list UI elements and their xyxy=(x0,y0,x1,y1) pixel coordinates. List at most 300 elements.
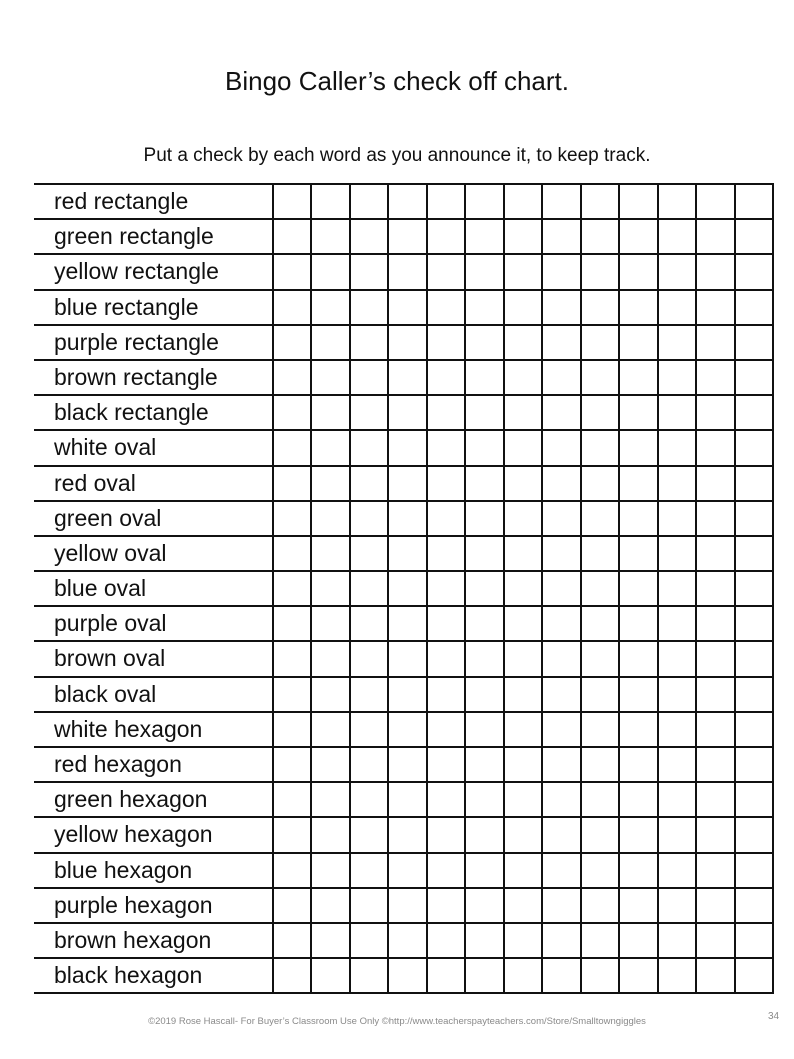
check-box-cell[interactable] xyxy=(349,220,387,253)
check-box-cell[interactable] xyxy=(541,220,579,253)
check-box-cell[interactable] xyxy=(310,713,348,746)
check-box-cell[interactable] xyxy=(464,748,502,781)
check-box-cell[interactable] xyxy=(580,959,618,992)
check-box-cell[interactable] xyxy=(387,326,425,359)
check-box-cell[interactable] xyxy=(464,537,502,570)
check-box-cell[interactable] xyxy=(310,467,348,500)
check-box-cell[interactable] xyxy=(618,959,656,992)
check-box-cell[interactable] xyxy=(310,959,348,992)
check-box-cell[interactable] xyxy=(580,889,618,922)
check-box-cell[interactable] xyxy=(387,361,425,394)
check-box-cell[interactable] xyxy=(272,220,310,253)
check-box-cell[interactable] xyxy=(503,361,541,394)
check-box-cell[interactable] xyxy=(503,326,541,359)
check-box-cell[interactable] xyxy=(618,502,656,535)
check-box-cell[interactable] xyxy=(657,642,695,675)
check-box-cell[interactable] xyxy=(541,326,579,359)
check-box-cell[interactable] xyxy=(272,924,310,957)
check-box-cell[interactable] xyxy=(541,537,579,570)
check-box-cell[interactable] xyxy=(464,854,502,887)
check-box-cell[interactable] xyxy=(580,185,618,218)
check-box-cell[interactable] xyxy=(272,678,310,711)
check-box-cell[interactable] xyxy=(618,396,656,429)
check-box-cell[interactable] xyxy=(695,467,733,500)
check-box-cell[interactable] xyxy=(618,572,656,605)
check-box-cell[interactable] xyxy=(695,361,733,394)
check-box-cell[interactable] xyxy=(349,467,387,500)
check-box-cell[interactable] xyxy=(618,713,656,746)
check-box-cell[interactable] xyxy=(349,607,387,640)
check-box-cell[interactable] xyxy=(426,678,464,711)
check-box-cell[interactable] xyxy=(272,854,310,887)
check-box-cell[interactable] xyxy=(426,818,464,851)
check-box-cell[interactable] xyxy=(503,396,541,429)
check-box-cell[interactable] xyxy=(387,396,425,429)
check-box-cell[interactable] xyxy=(387,431,425,464)
check-box-cell[interactable] xyxy=(580,361,618,394)
check-box-cell[interactable] xyxy=(387,185,425,218)
check-box-cell[interactable] xyxy=(580,326,618,359)
check-box-cell[interactable] xyxy=(426,255,464,288)
check-box-cell[interactable] xyxy=(734,326,774,359)
check-box-cell[interactable] xyxy=(541,255,579,288)
check-box-cell[interactable] xyxy=(464,255,502,288)
check-box-cell[interactable] xyxy=(387,854,425,887)
check-box-cell[interactable] xyxy=(541,818,579,851)
check-box-cell[interactable] xyxy=(426,431,464,464)
check-box-cell[interactable] xyxy=(349,502,387,535)
check-box-cell[interactable] xyxy=(310,678,348,711)
check-box-cell[interactable] xyxy=(464,889,502,922)
check-box-cell[interactable] xyxy=(734,255,774,288)
check-box-cell[interactable] xyxy=(426,502,464,535)
check-box-cell[interactable] xyxy=(387,537,425,570)
check-box-cell[interactable] xyxy=(387,642,425,675)
check-box-cell[interactable] xyxy=(695,255,733,288)
check-box-cell[interactable] xyxy=(734,361,774,394)
check-box-cell[interactable] xyxy=(580,467,618,500)
check-box-cell[interactable] xyxy=(695,854,733,887)
check-box-cell[interactable] xyxy=(349,748,387,781)
check-box-cell[interactable] xyxy=(695,326,733,359)
check-box-cell[interactable] xyxy=(387,818,425,851)
check-box-cell[interactable] xyxy=(310,854,348,887)
check-box-cell[interactable] xyxy=(426,854,464,887)
check-box-cell[interactable] xyxy=(541,678,579,711)
check-box-cell[interactable] xyxy=(272,326,310,359)
check-box-cell[interactable] xyxy=(618,924,656,957)
check-box-cell[interactable] xyxy=(695,678,733,711)
check-box-cell[interactable] xyxy=(272,396,310,429)
check-box-cell[interactable] xyxy=(657,361,695,394)
check-box-cell[interactable] xyxy=(464,467,502,500)
check-box-cell[interactable] xyxy=(734,889,774,922)
check-box-cell[interactable] xyxy=(272,713,310,746)
check-box-cell[interactable] xyxy=(310,572,348,605)
check-box-cell[interactable] xyxy=(349,854,387,887)
check-box-cell[interactable] xyxy=(464,783,502,816)
check-box-cell[interactable] xyxy=(503,291,541,324)
check-box-cell[interactable] xyxy=(272,783,310,816)
check-box-cell[interactable] xyxy=(734,854,774,887)
check-box-cell[interactable] xyxy=(657,854,695,887)
check-box-cell[interactable] xyxy=(426,889,464,922)
check-box-cell[interactable] xyxy=(387,678,425,711)
check-box-cell[interactable] xyxy=(426,396,464,429)
check-box-cell[interactable] xyxy=(272,255,310,288)
check-box-cell[interactable] xyxy=(349,291,387,324)
check-box-cell[interactable] xyxy=(503,607,541,640)
check-box-cell[interactable] xyxy=(349,396,387,429)
check-box-cell[interactable] xyxy=(272,185,310,218)
check-box-cell[interactable] xyxy=(734,431,774,464)
check-box-cell[interactable] xyxy=(464,396,502,429)
check-box-cell[interactable] xyxy=(541,642,579,675)
check-box-cell[interactable] xyxy=(657,889,695,922)
check-box-cell[interactable] xyxy=(657,572,695,605)
check-box-cell[interactable] xyxy=(657,678,695,711)
check-box-cell[interactable] xyxy=(464,220,502,253)
check-box-cell[interactable] xyxy=(387,713,425,746)
check-box-cell[interactable] xyxy=(695,572,733,605)
check-box-cell[interactable] xyxy=(618,607,656,640)
check-box-cell[interactable] xyxy=(695,783,733,816)
check-box-cell[interactable] xyxy=(426,748,464,781)
check-box-cell[interactable] xyxy=(657,396,695,429)
check-box-cell[interactable] xyxy=(503,642,541,675)
check-box-cell[interactable] xyxy=(618,185,656,218)
check-box-cell[interactable] xyxy=(618,467,656,500)
check-box-cell[interactable] xyxy=(734,783,774,816)
check-box-cell[interactable] xyxy=(272,889,310,922)
check-box-cell[interactable] xyxy=(426,642,464,675)
check-box-cell[interactable] xyxy=(541,959,579,992)
check-box-cell[interactable] xyxy=(349,361,387,394)
check-box-cell[interactable] xyxy=(580,220,618,253)
check-box-cell[interactable] xyxy=(349,255,387,288)
chart-row xyxy=(34,502,774,537)
check-box-cell[interactable] xyxy=(734,396,774,429)
check-box-cell[interactable] xyxy=(541,291,579,324)
check-box-cell[interactable] xyxy=(503,185,541,218)
check-box-cell[interactable] xyxy=(734,220,774,253)
check-box-cell[interactable] xyxy=(657,748,695,781)
check-box-cell[interactable] xyxy=(426,467,464,500)
check-box-cell[interactable] xyxy=(657,537,695,570)
check-box-cell[interactable] xyxy=(618,361,656,394)
check-box-cell[interactable] xyxy=(503,924,541,957)
check-box-cell[interactable] xyxy=(657,818,695,851)
check-box-cell[interactable] xyxy=(310,924,348,957)
check-box-cell[interactable] xyxy=(734,748,774,781)
check-box-cell[interactable] xyxy=(541,361,579,394)
check-box-cell[interactable] xyxy=(541,607,579,640)
check-box-cell[interactable] xyxy=(657,326,695,359)
check-box-cell[interactable] xyxy=(657,220,695,253)
check-box-cell[interactable] xyxy=(426,361,464,394)
check-box-cell[interactable] xyxy=(734,642,774,675)
check-box-cell[interactable] xyxy=(580,924,618,957)
check-box-cell[interactable] xyxy=(541,467,579,500)
check-box-cell[interactable] xyxy=(464,291,502,324)
check-box-cell[interactable] xyxy=(695,537,733,570)
check-box-cell[interactable] xyxy=(349,431,387,464)
check-box-cell[interactable] xyxy=(349,572,387,605)
check-box-cell[interactable] xyxy=(426,326,464,359)
check-box-cell[interactable] xyxy=(580,818,618,851)
check-box-cell[interactable] xyxy=(349,959,387,992)
check-box-cell[interactable] xyxy=(541,396,579,429)
check-box-cell[interactable] xyxy=(580,431,618,464)
check-box-cell[interactable] xyxy=(503,713,541,746)
check-box-cell[interactable] xyxy=(580,607,618,640)
check-box-cell[interactable] xyxy=(464,502,502,535)
check-box-cell[interactable] xyxy=(310,291,348,324)
check-box-cell[interactable] xyxy=(464,818,502,851)
check-box-cell[interactable] xyxy=(426,220,464,253)
check-box-cell[interactable] xyxy=(310,396,348,429)
check-box-cell[interactable] xyxy=(349,889,387,922)
check-box-cell[interactable] xyxy=(349,678,387,711)
check-box-cell[interactable] xyxy=(272,959,310,992)
check-box-cell[interactable] xyxy=(464,642,502,675)
check-box-cell[interactable] xyxy=(695,502,733,535)
check-box-cell[interactable] xyxy=(580,783,618,816)
check-box-cell[interactable] xyxy=(695,220,733,253)
check-box-cell[interactable] xyxy=(349,713,387,746)
check-box-cell[interactable] xyxy=(541,924,579,957)
check-box-cell[interactable] xyxy=(657,185,695,218)
check-box-cell[interactable] xyxy=(426,713,464,746)
check-box-cell[interactable] xyxy=(695,713,733,746)
check-box-cell[interactable] xyxy=(503,783,541,816)
check-box-cell[interactable] xyxy=(618,291,656,324)
check-box-cell[interactable] xyxy=(657,467,695,500)
check-box-cell[interactable] xyxy=(695,185,733,218)
check-box-cell[interactable] xyxy=(618,783,656,816)
check-box-cell[interactable] xyxy=(695,959,733,992)
check-box-cell[interactable] xyxy=(387,748,425,781)
check-box-cell[interactable] xyxy=(272,467,310,500)
check-box-cell[interactable] xyxy=(387,959,425,992)
check-box-cell[interactable] xyxy=(734,713,774,746)
check-box-cell[interactable] xyxy=(503,431,541,464)
check-box-cell[interactable] xyxy=(734,537,774,570)
check-box-cell[interactable] xyxy=(657,502,695,535)
check-box-cell[interactable] xyxy=(426,783,464,816)
check-box-cell[interactable] xyxy=(349,185,387,218)
check-box-cell[interactable] xyxy=(349,818,387,851)
check-box-cell[interactable] xyxy=(541,502,579,535)
check-box-cell[interactable] xyxy=(387,220,425,253)
check-box-cell[interactable] xyxy=(618,818,656,851)
check-box-cell[interactable] xyxy=(272,291,310,324)
check-box-cell[interactable] xyxy=(541,783,579,816)
check-box-cell[interactable] xyxy=(580,537,618,570)
check-box-cell[interactable] xyxy=(541,713,579,746)
check-box-cell[interactable] xyxy=(734,678,774,711)
check-box-cell[interactable] xyxy=(349,783,387,816)
check-box-cell[interactable] xyxy=(387,889,425,922)
check-box-cell[interactable] xyxy=(349,642,387,675)
check-box-cell[interactable] xyxy=(272,572,310,605)
check-box-cell[interactable] xyxy=(272,748,310,781)
check-box-cell[interactable] xyxy=(503,467,541,500)
check-box-cell[interactable] xyxy=(695,748,733,781)
check-box-cell[interactable] xyxy=(349,537,387,570)
check-box-cell[interactable] xyxy=(310,889,348,922)
check-box-cell[interactable] xyxy=(618,748,656,781)
check-box-cell[interactable] xyxy=(657,713,695,746)
check-box-cell[interactable] xyxy=(618,431,656,464)
check-box-cell[interactable] xyxy=(580,502,618,535)
check-box-cell[interactable] xyxy=(464,361,502,394)
check-box-cell[interactable] xyxy=(310,607,348,640)
check-box-cell[interactable] xyxy=(310,748,348,781)
check-box-cell[interactable] xyxy=(464,959,502,992)
check-box-cell[interactable] xyxy=(503,572,541,605)
check-box-cell[interactable] xyxy=(657,607,695,640)
check-box-cell[interactable] xyxy=(426,185,464,218)
check-box-cell[interactable] xyxy=(503,854,541,887)
check-box-cell[interactable] xyxy=(464,607,502,640)
check-box-cell[interactable] xyxy=(349,326,387,359)
check-box-cell[interactable] xyxy=(734,818,774,851)
check-box-cell[interactable] xyxy=(503,537,541,570)
check-box-cell[interactable] xyxy=(734,924,774,957)
check-box-cell[interactable] xyxy=(618,537,656,570)
check-box-cell[interactable] xyxy=(310,818,348,851)
check-box-cell[interactable] xyxy=(503,220,541,253)
check-box-cell[interactable] xyxy=(580,713,618,746)
check-box-cell[interactable] xyxy=(695,396,733,429)
check-box-cell[interactable] xyxy=(618,642,656,675)
check-box-cell[interactable] xyxy=(387,783,425,816)
check-box-cell[interactable] xyxy=(272,537,310,570)
check-box-cell[interactable] xyxy=(695,607,733,640)
check-box-cell[interactable] xyxy=(734,467,774,500)
check-box-cell[interactable] xyxy=(387,924,425,957)
check-box-cell[interactable] xyxy=(387,572,425,605)
check-box-cell[interactable] xyxy=(618,220,656,253)
check-box-cell[interactable] xyxy=(618,255,656,288)
check-box-cell[interactable] xyxy=(503,748,541,781)
check-box-cell[interactable] xyxy=(695,924,733,957)
check-box-cell[interactable] xyxy=(580,291,618,324)
check-box-cell[interactable] xyxy=(503,255,541,288)
check-box-cell[interactable] xyxy=(272,502,310,535)
check-box-cell[interactable] xyxy=(310,220,348,253)
check-box-cell[interactable] xyxy=(541,748,579,781)
check-box-cell[interactable] xyxy=(503,502,541,535)
check-box-cell[interactable] xyxy=(349,924,387,957)
check-box-cell[interactable] xyxy=(734,607,774,640)
check-box-cell[interactable] xyxy=(695,431,733,464)
check-box-cell[interactable] xyxy=(310,326,348,359)
check-box-cell[interactable] xyxy=(387,607,425,640)
check-box-cell[interactable] xyxy=(464,185,502,218)
check-box-cell[interactable] xyxy=(580,642,618,675)
check-box-cell[interactable] xyxy=(580,255,618,288)
check-box-cell[interactable] xyxy=(464,924,502,957)
check-box-cell[interactable] xyxy=(734,572,774,605)
check-box-cell[interactable] xyxy=(464,326,502,359)
check-box-cell[interactable] xyxy=(618,889,656,922)
check-box-cell[interactable] xyxy=(580,748,618,781)
check-box-cell[interactable] xyxy=(618,854,656,887)
check-box-cell[interactable] xyxy=(657,291,695,324)
check-box-cell[interactable] xyxy=(272,607,310,640)
check-box-cell[interactable] xyxy=(503,889,541,922)
check-box-cell[interactable] xyxy=(580,396,618,429)
check-box-cell[interactable] xyxy=(618,678,656,711)
check-box-cell[interactable] xyxy=(272,431,310,464)
check-box-cell[interactable] xyxy=(657,783,695,816)
check-box-cell[interactable] xyxy=(464,572,502,605)
check-box-cell[interactable] xyxy=(310,431,348,464)
check-box-cell[interactable] xyxy=(272,818,310,851)
check-box-cell[interactable] xyxy=(426,924,464,957)
check-box-cell[interactable] xyxy=(580,678,618,711)
check-box-cell[interactable] xyxy=(734,959,774,992)
check-box-cell[interactable] xyxy=(310,502,348,535)
check-box-cell[interactable] xyxy=(310,255,348,288)
check-box-cell[interactable] xyxy=(464,678,502,711)
check-box-cell[interactable] xyxy=(426,959,464,992)
check-box-cell[interactable] xyxy=(734,502,774,535)
check-box-cell[interactable] xyxy=(426,537,464,570)
check-box-cell[interactable] xyxy=(503,959,541,992)
check-box-cell[interactable] xyxy=(541,854,579,887)
check-box-cell[interactable] xyxy=(734,185,774,218)
check-box-cell[interactable] xyxy=(387,467,425,500)
check-box-cell[interactable] xyxy=(310,537,348,570)
check-box-cell[interactable] xyxy=(387,291,425,324)
check-box-cell[interactable] xyxy=(387,255,425,288)
check-box-cell[interactable] xyxy=(272,361,310,394)
check-box-cell[interactable] xyxy=(541,572,579,605)
check-box-cell[interactable] xyxy=(695,818,733,851)
check-box-cell[interactable] xyxy=(310,783,348,816)
check-box-cell[interactable] xyxy=(426,291,464,324)
check-box-cell[interactable] xyxy=(503,818,541,851)
check-box-cell[interactable] xyxy=(310,185,348,218)
check-box-cell[interactable] xyxy=(657,255,695,288)
check-box-cell[interactable] xyxy=(272,642,310,675)
check-box-cell[interactable] xyxy=(618,326,656,359)
check-box-cell[interactable] xyxy=(464,431,502,464)
check-box-cell[interactable] xyxy=(657,924,695,957)
check-box-cell[interactable] xyxy=(541,185,579,218)
check-box-cell[interactable] xyxy=(541,889,579,922)
check-box-cell[interactable] xyxy=(310,642,348,675)
check-box-cell[interactable] xyxy=(541,431,579,464)
check-box-cell[interactable] xyxy=(580,572,618,605)
check-box-cell[interactable] xyxy=(387,502,425,535)
check-box-cell[interactable] xyxy=(426,572,464,605)
check-box-cell[interactable] xyxy=(464,713,502,746)
check-box-cell[interactable] xyxy=(503,678,541,711)
check-box-cell[interactable] xyxy=(734,291,774,324)
check-box-cell[interactable] xyxy=(657,431,695,464)
check-box-cell[interactable] xyxy=(695,889,733,922)
check-box-cell[interactable] xyxy=(657,959,695,992)
check-box-cell[interactable] xyxy=(695,291,733,324)
check-box-cell[interactable] xyxy=(310,361,348,394)
check-box-cell[interactable] xyxy=(580,854,618,887)
check-box-cell[interactable] xyxy=(695,642,733,675)
check-box-cell[interactable] xyxy=(426,607,464,640)
